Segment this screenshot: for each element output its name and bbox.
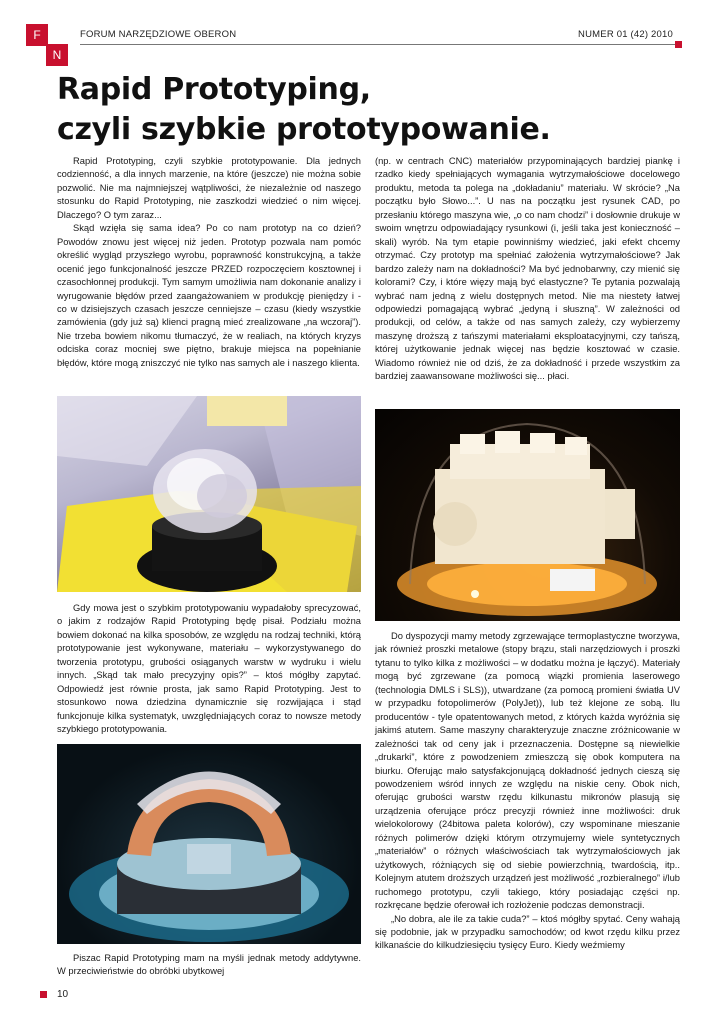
paragraph: Skąd wzięła się sama idea? Po co nam prototyp na co dzień? Powodów znowu jest więcej niż jeden. Prototyp pozwala nam pomóc określić wygląd przyszłego wyrobu, poprawność konstrukcyjną, a także ocenić jego funkcjonalność jeszcze PRZED rozpoczęciem kosztownej i czasochłonnej produkcji. Tym samym umożliwia nam dokonanie analizy i wyrugowanie błędów przed zaangażowaniem w produkcję pieniędzy i - co w dzisiejszych czasach jeszcze cenniejsze – czasu (kiedy wszystkie zamówienia (gdy już są) klienci pragną mieć zrealizowane „na wczoraj”). Nie trzeba bowiem nikomu tłumaczyć, że w realiach, na których kryzys odciska coraz mocniej swe piętno, brakuje miejsca na popełnianie błędów, które mogą zniszczyć nie tylko nas samych ale i naszego klienta.: [57, 223, 361, 368]
photo-rose-illustration: [57, 396, 361, 592]
section-badge-n: N: [46, 44, 68, 66]
photo-rose-prototype: [57, 396, 361, 592]
paragraph: (np. w centrach CNC) materiałów przypominających bardziej piankę i rzadko kiedy spełniających wymagania wytrzymałościowe docelowego produktu, metoda ta polega na „dokładaniu” materiału. W skrócie? „Na początku było Słowo...”. U nas na początku jest rysunek CAD, po przesłaniu którego maszyna wie, „o co nam chodzi” i dosłownie drukuje w swoim wnętrzu odpowiadający rysunkowi (i, jeśli taka jest konieczność – skali) wyrób. Na tym etapie powinniśmy wiedzieć, jaki efekt chcemy otrzymać. Czy prototyp ma spełniać założenia wytrzymałościowe? Jak bardzo zależy nam na dokładności? Ma być jednobarwny, czy mienić się kolorami? Czy, i które więzy mają być elastyczne? Te pytania pozwalają wybrać nam jedną z wielu dostępnych metod. Nie ma niestety łatwej odpowiedzi pomagającą wybrać „jedyną i słuszną”. W zależności od produkcji, od celów, a także od nas samych zależy, czy wybierzemy maszynę droższą z tańszymi materiałami eksploatacyjnymi, czy tańszą, której użytkowanie jednak więcej nas będzie kosztować w czasie. Wiadomo również nie od dziś, że za dokładność i przede wszystkim za bardziej zaawansowane możliwości się... płaci.: [375, 156, 680, 382]
running-header-title: FORUM NARZĘDZIOWE OBERON: [80, 29, 237, 40]
photo-engine-prototype: [375, 409, 680, 621]
column-right-bottom: [375, 630, 680, 953]
article-title-line2: czyli szybkie prototypowanie.: [57, 112, 551, 147]
article-title: [57, 70, 677, 150]
header-square-marker: [675, 41, 682, 48]
paragraph: Rapid Prototyping, czyli szybkie prototypowanie. Dla jednych codzienność, a dla innych marzenie, na które (jeszcze) nie można sobie pozwolić. Nie ma najmniejszej wątpliwości, że niezależnie od naszego stosunku do Rapid Prototyping, nie zaszkodzi wiedzieć o nim więcej. Dlaczego? O tym zaraz...: [57, 156, 361, 220]
photo-dental-illustration: [57, 744, 361, 944]
page-number: 10: [57, 989, 69, 1000]
column-left-bottom: [57, 952, 361, 979]
paragraph: Piszac Rapid Prototyping mam na myśli jednak metody addytywne. W przeciwieństwie do obróbki ubytkowej: [57, 953, 361, 977]
photo-dental-prototype: [57, 744, 361, 944]
column-left-middle: [57, 602, 361, 737]
photo-engine-illustration: [375, 409, 680, 621]
section-badge-f: F: [26, 24, 48, 46]
footer-square-marker: [40, 991, 47, 998]
header-rule: [80, 44, 680, 45]
running-header-issue: NUMER 01 (42) 2010: [578, 29, 673, 40]
article-title-line1: Rapid Prototyping,: [57, 72, 371, 107]
column-left-top: [57, 155, 361, 370]
paragraph: „No dobra, ale ile za takie cuda?” – ktoś mógłby spytać. Ceny wahają się podobnie, jak w przypadku samochodów; od kwot rzędu kilku przez kilkanaście do kilkudziesięciu tysięcy Euro. Kiedy weźmiemy: [375, 913, 680, 951]
paragraph: Do dyspozycji mamy metody zgrzewające termoplastyczne tworzywa, jak również proszki metalowe (stopy brązu, stali narzędziowych i proszki tytanu to tylko kilka z możliwości – w dodatku można je łączyć). Materiały mogą być zgrzewane (za pomocą wiązki promienia laserowego (technologia DMLS i SLS)), utwardzane (za pomocą promieni światła UV w przypadku fotopolimerów (PolyJet)), lub też klejone ze sobą. Ilu producentów - tyle opatentowanych metod, z których każda wyróżnia się jakimś atutem. Same maszyny charakteryzuje znaczne zróżnicowanie w zależności tak od ceny jak i przeznaczenia. Dostępne są niewielkie „drukarki”, które z powodzeniem zmieszczą się obok komputera na biurku. Oferując mało satysfakcjonującą dokładność jednych cieszą się powodzeniem wśród innych ze względu na niskie ceny. Obok nich, oferując grubości warstw rzędu kilkunastu mikronów plasują się urządzenia oferujące prócz precyzji również inne możliwości: druk wielokolorowy (24bitowa paleta kolorów), czy wspominane mieszanie różnych polimerów dzięki którym otrzymujemy wiele syntetycznych „materiałów” o różnych właściwościach tak wytrzymałościowych jak użytkowych, różniących się od siebie powierzchnią, twardością, itp.. Kolejnym atutem droższych urządzeń jest możliwość „rozbieralnego” i/lub ruchomego prototypu, czyli takiego, który posiadając części np. rozkręcane będzie oferował ich rozłożenie podczas demonstracji.: [375, 631, 680, 911]
paragraph: Gdy mowa jest o szybkim prototypowaniu wypadałoby sprecyzować, o jakim z rodzajów Rapid Prototyping będę pisał. Podziału można bowiem dokonać na kilka sposobów, ze względu na rodzaj techniki, którą prototypowanie jest wykonywane, materiału – wykorzystywanego do tworzenia prototypu, grubości osiąganych warstw w wydruku i wielu innych. „Skąd tak mało precyzyjny opis?” – ktoś mógłby zapytać. Odpowiedź jest równie prosta, jak samo Rapid Prototyping. Jest to stosunkowo nowa dziedzina dynamicznie się rozwijająca i stąd funkcjonuje kilka systematyk, uwzględniających coraz to nowsze metody szybkiego prototypowania.: [57, 603, 361, 735]
column-right-top: [375, 155, 680, 384]
